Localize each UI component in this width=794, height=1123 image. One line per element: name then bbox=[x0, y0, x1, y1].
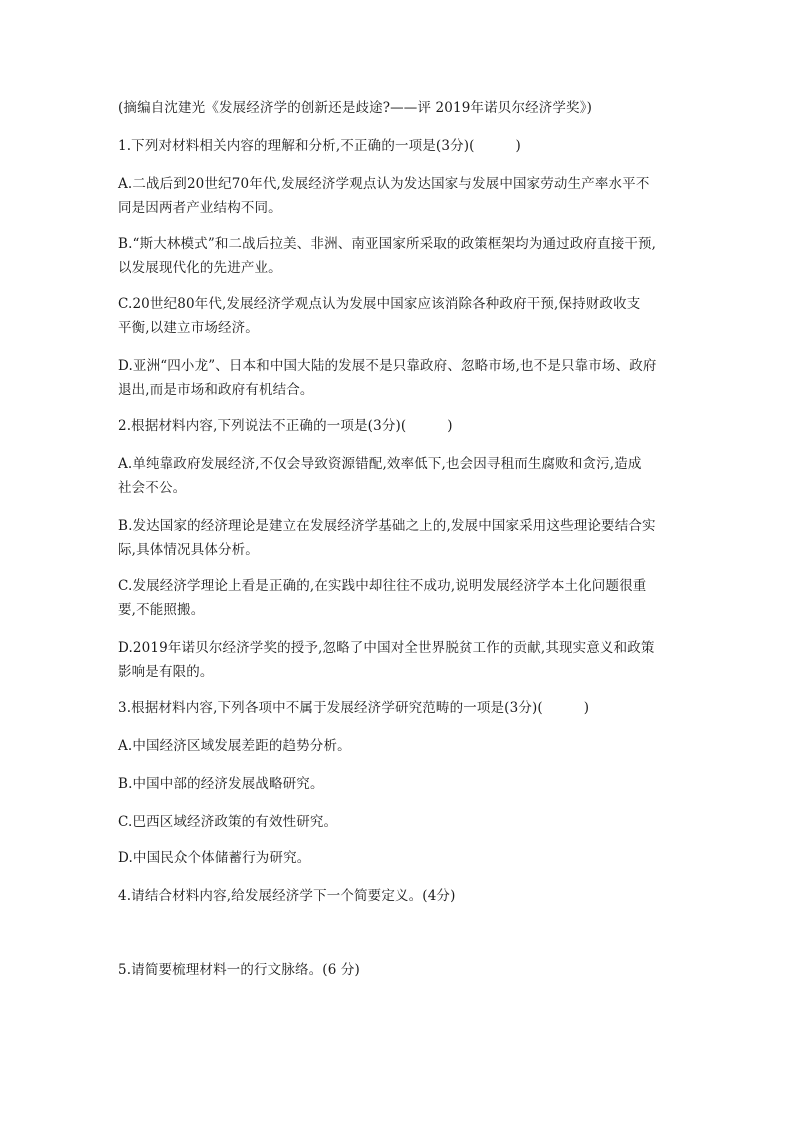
question-3-option-c: C.巴西区域经济政策的有效性研究。 bbox=[118, 814, 338, 830]
question-2-stem: 2.根据材料内容,下列说法不正确的一项是(3分)( ) bbox=[118, 418, 453, 434]
question-1-option-d: D.亚洲“四小龙”、日本和中国大陆的发展不是只靠政府、忽略市场,也不是只靠市场、政府 bbox=[118, 358, 657, 374]
question-2-option-a: A.单纯靠政府发展经济,不仅会导致资源错配,效率低下,也会因寻租而生腐败和贪污,造成 bbox=[118, 456, 642, 472]
question-1-option-b: B.“斯大林模式”和二战后拉美、非洲、南亚国家所采取的政策框架均为通过政府直接干预, bbox=[118, 236, 657, 252]
question-2-option-d-cont: 影响是有限的。 bbox=[118, 664, 214, 680]
question-1-option-c: C.20世纪80年代,发展经济学观点认为发展中国家应该消除各种政府干预,保持财政收支 bbox=[118, 296, 641, 312]
source-citation: (摘编自沈建光《发展经济学的创新还是歧途?——评 2019年诺贝尔经济学奖》) bbox=[118, 100, 593, 116]
question-2-option-b: B.发达国家的经济理论是建立在发展经济学基础之上的,发展中国家采用这些理论要结合实 bbox=[118, 518, 656, 534]
question-5-stem: 5.请简要梳理材料一的行文脉络。(6 分) bbox=[118, 962, 360, 978]
question-1-stem: 1.下列对材料相关内容的理解和分析,不正确的一项是(3分)( ) bbox=[118, 138, 521, 154]
question-3-stem: 3.根据材料内容,下列各项中不属于发展经济学研究范畴的一项是(3分)( ) bbox=[118, 700, 590, 716]
question-3-option-b: B.中国中部的经济发展战略研究。 bbox=[118, 776, 324, 792]
question-3-option-d: D.中国民众个体储蓄行为研究。 bbox=[118, 850, 311, 866]
question-2-option-c-cont: 要,不能照搬。 bbox=[118, 602, 205, 618]
question-2-option-d: D.2019年诺贝尔经济学奖的授予,忽略了中国对全世界脱贫工作的贡献,其现实意义和政策 bbox=[118, 640, 655, 656]
question-3-option-a: A.中国经济区域发展差距的趋势分析。 bbox=[118, 738, 351, 754]
question-1-option-a: A.二战后到20世纪70年代,发展经济学观点认为发达国家与发展中国家劳动生产率水平不 bbox=[118, 176, 650, 192]
question-2-option-c: C.发展经济学理论上看是正确的,在实践中却往往不成功,说明发展经济学本土化问题很重 bbox=[118, 578, 647, 594]
question-2-option-a-cont: 社会不公。 bbox=[118, 480, 187, 496]
question-2-option-b-cont: 际,具体情况具体分析。 bbox=[118, 542, 259, 558]
question-1-option-d-cont: 退出,而是市场和政府有机结合。 bbox=[118, 382, 314, 398]
question-1-option-c-cont: 平衡,以建立市场经济。 bbox=[118, 320, 259, 336]
question-1-option-b-cont: 以发展现代化的先进产业。 bbox=[118, 260, 282, 276]
question-4-stem: 4.请结合材料内容,给发展经济学下一个简要定义。(4分) bbox=[118, 888, 456, 904]
question-1-option-a-cont: 同是因两者产业结构不同。 bbox=[118, 200, 282, 216]
